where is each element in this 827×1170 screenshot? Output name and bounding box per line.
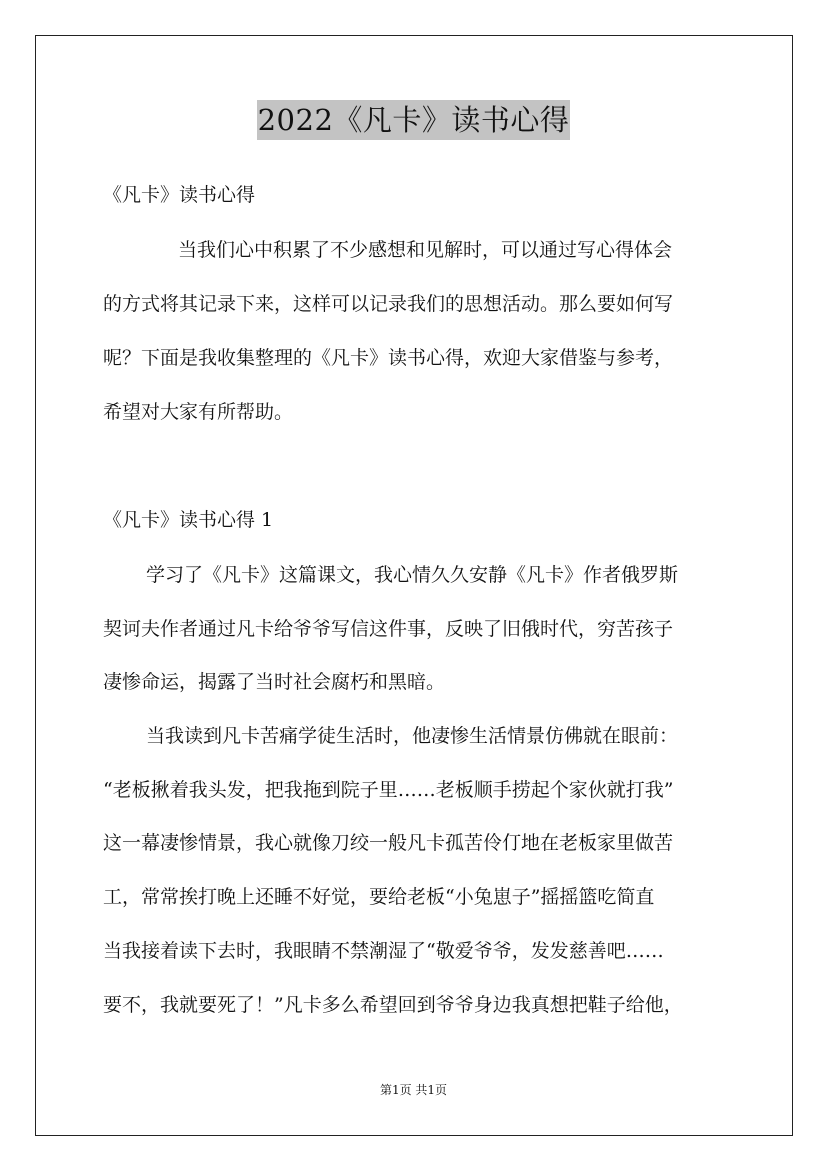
page-footer: 第1页 共1页 <box>379 1083 448 1097</box>
intro-line: 当我们心中积累了不少感想和见解时，可以通过写心得体会 <box>178 239 673 261</box>
body-line: 学习了《凡卡》这篇课文，我心情久久安静《凡卡》作者俄罗斯 <box>146 564 679 586</box>
intro-line: 呢？下面是我收集整理的《凡卡》读书心得，欢迎大家借鉴与参考， <box>103 347 674 369</box>
body-line: 契诃夫作者通过凡卡给爷爷写信这件事，反映了旧俄时代，穷苦孩子 <box>103 618 674 640</box>
body-line: “老板揪着我头发，把我拖到院子里……老板顺手捞起个家伙就打我” <box>103 779 674 801</box>
body-line: 当我读到凡卡苦痛学徒生活时，他凄惨生活情景仿佛就在眼前： <box>146 725 679 747</box>
body-line: 要不，我就要死了！”凡卡多么希望回到爷爷身边我真想把鞋子给他， <box>103 994 683 1016</box>
body-line: 工，常常挨打晚上还睡不好觉，要给老板“小兔崽子”摇摇篮吃简直 <box>103 886 655 908</box>
body-line: 当我接着读下去时，我眼睛不禁潮湿了“敬爱爷爷，发发慈善吧…… <box>103 940 664 962</box>
section-heading: 《凡卡》读书心得 1 <box>103 509 274 531</box>
title-container <box>0 100 827 140</box>
subtitle: 《凡卡》读书心得 <box>103 184 256 206</box>
document-title: 2022《凡卡》读书心得 <box>257 100 571 140</box>
body-line: 凄惨命运，揭露了当时社会腐朽和黑暗。 <box>103 671 446 693</box>
intro-line: 希望对大家有所帮助。 <box>103 401 294 423</box>
intro-line: 的方式将其记录下来，这样可以记录我们的思想活动。那么要如何写 <box>103 293 674 315</box>
body-line: 这一幕凄惨情景，我心就像刀绞一般凡卡孤苦伶仃地在老板家里做苦 <box>103 832 674 854</box>
